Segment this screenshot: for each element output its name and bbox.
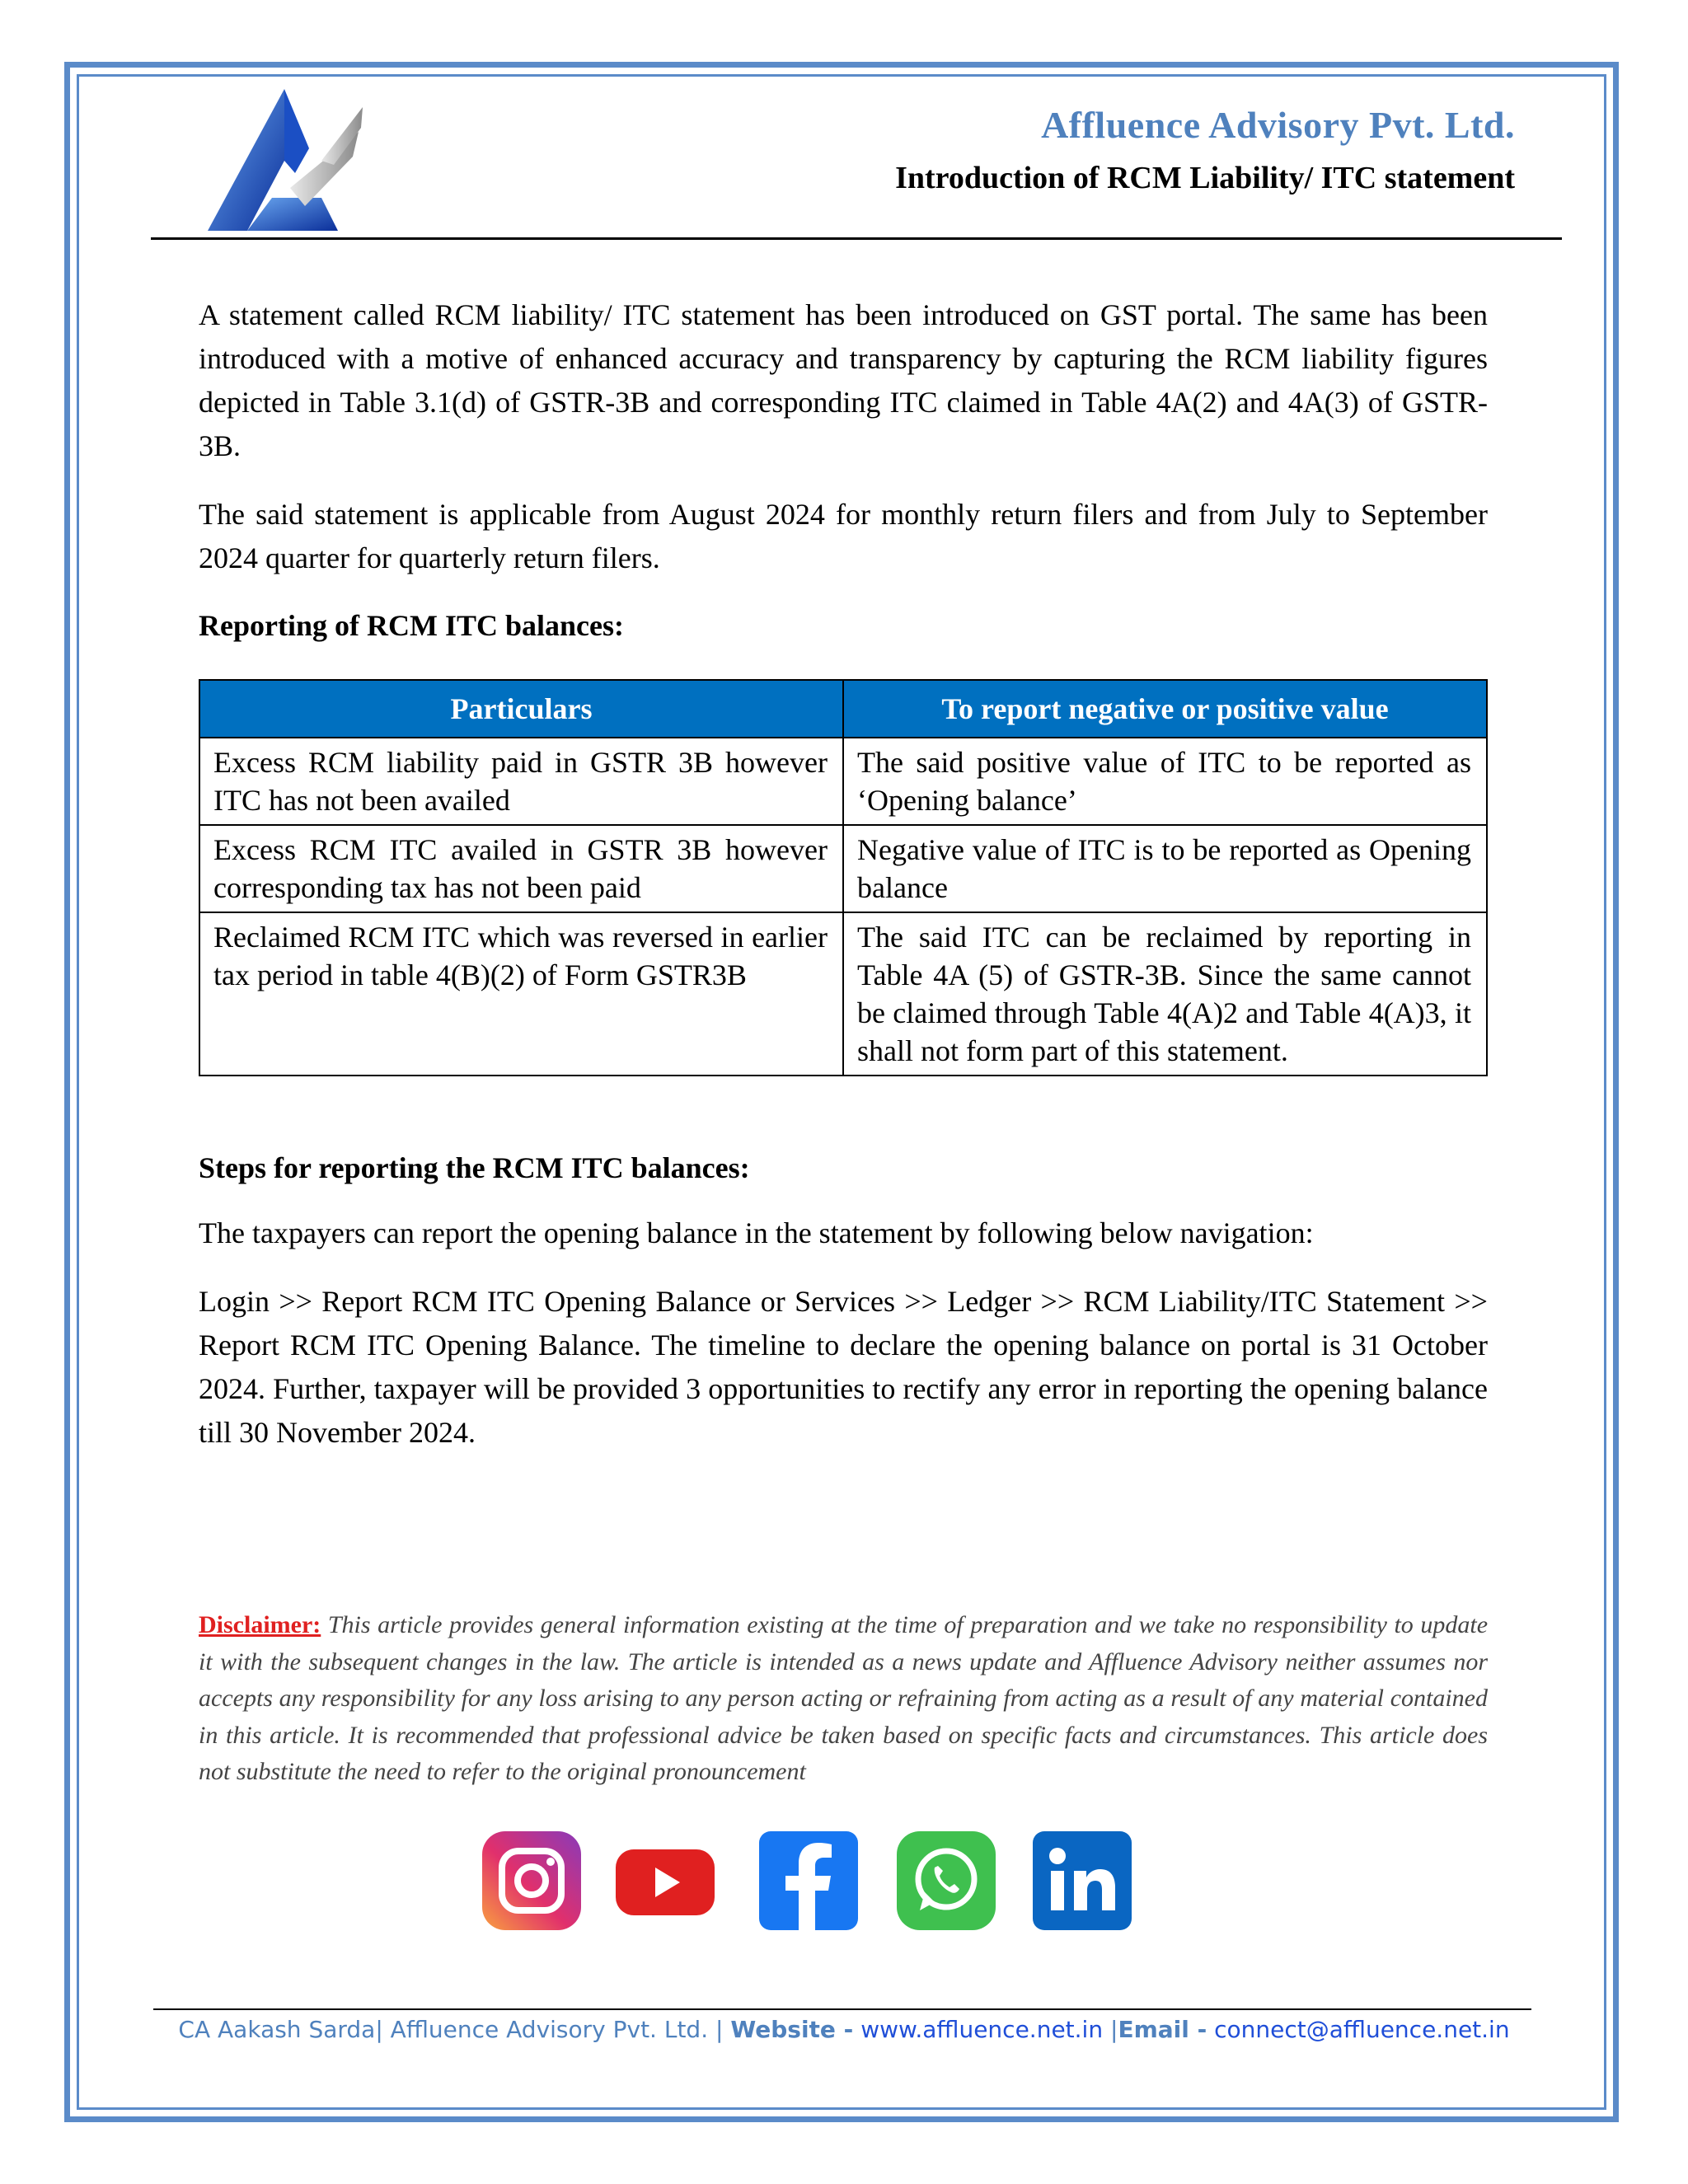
facebook-icon[interactable]: [759, 1831, 858, 1930]
table-cell: Excess RCM ITC availed in GSTR 3B however corresponding tax has not been paid: [199, 825, 843, 912]
footer-email-label: Email -: [1118, 2016, 1207, 2043]
disclaimer-label: Disclaimer:: [199, 1611, 321, 1638]
column-header-value: To report negative or positive value: [843, 680, 1487, 738]
footer-divider: [153, 2008, 1531, 2010]
disclaimer: [199, 1607, 1488, 1791]
website-link[interactable]: www.affluence.net.in: [860, 2016, 1104, 2043]
company-name: Affluence Advisory Pvt. Ltd.: [1041, 104, 1515, 146]
table-cell: Negative value of ITC is to be reported as Opening balance: [843, 825, 1487, 912]
table-header-row: [199, 680, 1487, 738]
reporting-heading: Reporting of RCM ITC balances:: [199, 609, 624, 642]
linkedin-icon[interactable]: [1033, 1831, 1132, 1930]
footer-website-label: Website -: [730, 2016, 854, 2043]
table-row: [199, 825, 1487, 912]
table-cell: The said positive value of ITC to be reported as ‘Opening balance’: [843, 738, 1487, 825]
steps-paragraph-1: The taxpayers can report the opening balance in the statement by following below navigation:: [199, 1216, 1314, 1249]
whatsapp-icon[interactable]: [897, 1831, 996, 1930]
intro-paragraph-2: The said statement is applicable from August 2024 for monthly return filers and from July to September 2024 quarter for quarterly return filers.: [199, 498, 1488, 574]
footer-name: CA Aakash Sarda| Affluence Advisory Pvt. Ltd. |: [178, 2016, 724, 2043]
intro-paragraph-1: A statement called RCM liability/ ITC statement has been introduced on GST portal. The same has been introduced with a motive of enhanced accuracy and transparency by capturing the RCM liability figures depicted in Table 3.1(d) of GSTR-3B and corresponding ITC claimed in Table 4A(2) and 4A(3) of GSTR-3B.: [199, 298, 1488, 462]
steps-heading: Steps for reporting the RCM ITC balances:: [199, 1151, 750, 1184]
table-row: [199, 912, 1487, 1076]
youtube-icon[interactable]: [616, 1831, 715, 1930]
disclaimer-text: This article provides general information existing at the time of preparation and we take no responsibility to update it with the subsequent changes in the law. The article is intended as a news update and Affluence Advisory neither assumes nor accepts any responsibility for any loss arising to any person acting or refraining from acting as a result of any material contained in this article. It is recommended that professional advice be taken based on specific facts and circumstances. This article does not substitute the need to refer to the original pronouncement: [199, 1611, 1489, 1785]
rcm-balance-table: [199, 679, 1488, 1076]
email-link[interactable]: connect@affluence.net.in: [1214, 2016, 1510, 2043]
main-content: [199, 293, 1488, 1479]
steps-paragraph-2: Login >> Report RCM ITC Opening Balance or Services >> Ledger >> RCM Liability/ITC Statement >> Report RCM ITC Opening Balance. The timeline to declare the opening balance on portal is 31 October 2024. Further, taxpayer will be provided 3 opportunities to rectify any error in reporting the opening balance till 30 November 2024.: [199, 1285, 1488, 1449]
table-cell: Excess RCM liability paid in GSTR 3B however ITC has not been availed: [199, 738, 843, 825]
table-cell: The said ITC can be reclaimed by reporting in Table 4A (5) of GSTR-3B. Since the same cannot be claimed through Table 4(A)2 and Table 4(A)3, it shall not form part of this statement.: [843, 912, 1487, 1076]
footer: [0, 2012, 1688, 2048]
footer-separator: |: [1110, 2016, 1118, 2043]
table-row: [199, 738, 1487, 825]
instagram-icon[interactable]: [482, 1831, 581, 1930]
header-divider: [151, 237, 1562, 240]
company-logo: [198, 82, 363, 241]
column-header-particulars: Particulars: [199, 680, 843, 738]
document-title: Introduction of RCM Liability/ ITC statement: [895, 161, 1515, 195]
table-cell: Reclaimed RCM ITC which was reversed in earlier tax period in table 4(B)(2) of Form GSTR3B: [199, 912, 843, 1076]
